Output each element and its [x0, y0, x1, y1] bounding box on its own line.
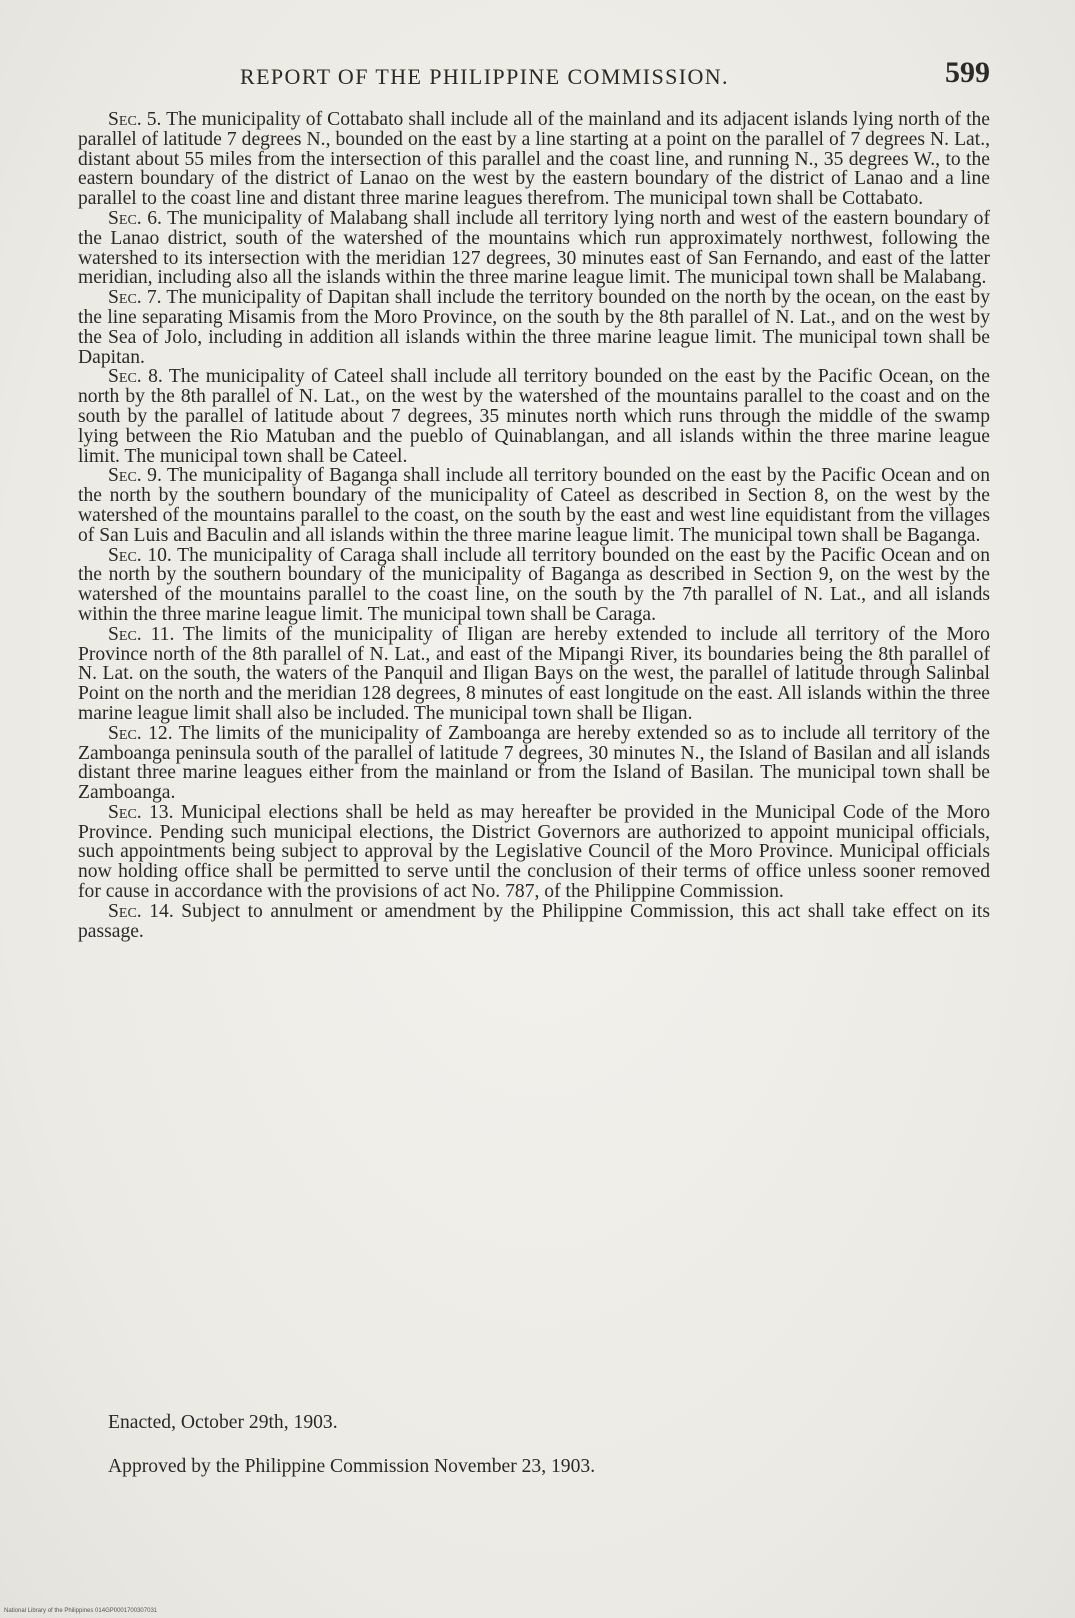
section-text: The limits of the municipality of Iligan are hereby extended to include all territory of the Moro Province north of the 8th parallel of N. Lat., and east of the Mipangi River, its boundaries being the 8th parallel of N. Lat. on the south, the waters of the Panquil and Iligan Bays on the west, the parallel of latitude through Salinbal Point on the north and the meridian 128 degrees, 8 minutes of east longitude on the east. All islands within the three marine league limit shall also be included. The municipal town shall be Iligan. — [78, 623, 990, 724]
document-body — [78, 110, 990, 941]
section-label: Sec. 7. — [108, 287, 162, 309]
section-6 — [78, 209, 990, 288]
section-12 — [78, 724, 990, 803]
section-text: The municipality of Cateel shall include all territory bounded on the east by the Pacific Ocean, on the north by the 8th parallel of N. Lat., on the west by the watershed of the mountains parallel to the coast and on the south by the parallel of latitude about 7 degrees, 35 minutes north which runs through the middle of the swamp lying between the Rio Matuban and the pueblo of Quinablangan, and all islands within the three marine league limit. The municipal town shall be Cateel. — [78, 366, 991, 467]
section-14 — [78, 902, 990, 942]
section-13 — [78, 803, 990, 902]
section-11 — [78, 625, 990, 724]
section-label: Sec. 6. — [108, 207, 162, 229]
section-label: Sec. 13. — [108, 801, 174, 823]
section-label: Sec. 14. — [108, 900, 174, 922]
section-label: Sec. 8. — [108, 366, 163, 388]
section-label: Sec. 9. — [108, 465, 162, 487]
section-10 — [78, 546, 990, 625]
section-text: Municipal elections shall be held as may hereafter be provided in the Municipal Code of the Moro Province. Pending such municipal elections, the District Governors are authorized to appoint municipal officials, such appointments being subject to approval by the Legislative Council of the Moro Province. Municipal officials now holding office shall be permitted to serve until the conclusion of their terms of office unless sooner removed for cause in accordance with the provisions of act No. 787, of the Philippine Commission. — [78, 801, 990, 903]
page-number: 599 — [945, 56, 990, 89]
approved-line: Approved by the Philippine Commission November 23, 1903. — [108, 1456, 596, 1477]
section-7 — [78, 288, 990, 367]
section-9 — [78, 466, 990, 545]
section-label: Sec. 11. — [108, 623, 175, 645]
scan-footer: National Library of the Philippines 014GP0001700307031 — [4, 1608, 158, 1614]
section-label: Sec. 5. — [108, 109, 162, 130]
section-8 — [78, 367, 990, 466]
section-text: The municipality of Baganga shall include all territory bounded on the east by the Pacific Ocean and on the north by the southern boundary of the municipality of Cateel as described in Section 8, on the west by the watershed of the mountains parallel to the coast, on the south by the east and west line equidistant from the villages of San Luis and Baculin and all islands within the three marine league limit. The municipal town shall be Baganga. — [78, 465, 991, 546]
section-label: Sec. 12. — [108, 722, 173, 744]
section-text: The municipality of Caraga shall include all territory bounded on the east by the Pacific Ocean and on the north by the southern boundary of the municipality of Baganga as described in Section 9, on the west by the watershed of the mountains parallel to the coast line, on the south by the 7th parallel of N. Lat., and all islands within the three marine league limit. The municipal town shall be Caraga. — [78, 544, 991, 625]
section-label: Sec. 10. — [108, 544, 172, 566]
section-text: The municipality of Malabang shall include all territory lying north and west of the eastern boundary of the Lanao district, south of the watershed of the mountains which run approximately northwest, following the watershed to its intersection with the meridian 127 degrees, 30 minutes east of San Fernando, and east of the latter meridian, including also all the islands within the three marine league limit. The municipal town shall be Malabang. — [78, 207, 990, 289]
section-5 — [78, 110, 990, 209]
page-header — [80, 58, 990, 98]
running-head: REPORT OF THE PHILIPPINE COMMISSION. — [240, 64, 729, 89]
section-text: Subject to annulment or amendment by the Philippine Commission, this act shall take effect on its passage. — [78, 900, 990, 942]
section-text: The municipality of Dapitan shall include the territory bounded on the north by the ocean, on the east by the line separating Misamis from the Moro Province, on the south by the 8th parallel of N. Lat., and on the west by the Sea of Jolo, including in addition all islands within the three marine league limit. The municipal town shall be Dapitan. — [78, 287, 990, 368]
enacted-line: Enacted, October 29th, 1903. — [108, 1412, 338, 1433]
section-text: The municipality of Cottabato shall include all of the mainland and its adjacent islands lying north of the parallel of latitude 7 degrees N., bounded on the east by a line starting at a point on the parallel of 7 degrees N. Lat., distant about 55 miles from the intersection of this parallel and the coast line, and running N., 35 degrees W., to the eastern boundary of the district of Lanao on the west by the eastern boundary of the district of Lanao and a line parallel to the coast line and distant three marine leagues therefrom. The municipal town shall be Cottabato. — [78, 109, 991, 210]
section-text: The limits of the municipality of Zamboanga are hereby extended so as to include all territory of the Zamboanga peninsula south of the parallel of latitude 7 degrees, 30 minutes N., the Island of Basilan and all islands distant three marine leagues either from the mainland or from the Island of Basilan. The municipal town shall be Zamboanga. — [78, 722, 990, 804]
